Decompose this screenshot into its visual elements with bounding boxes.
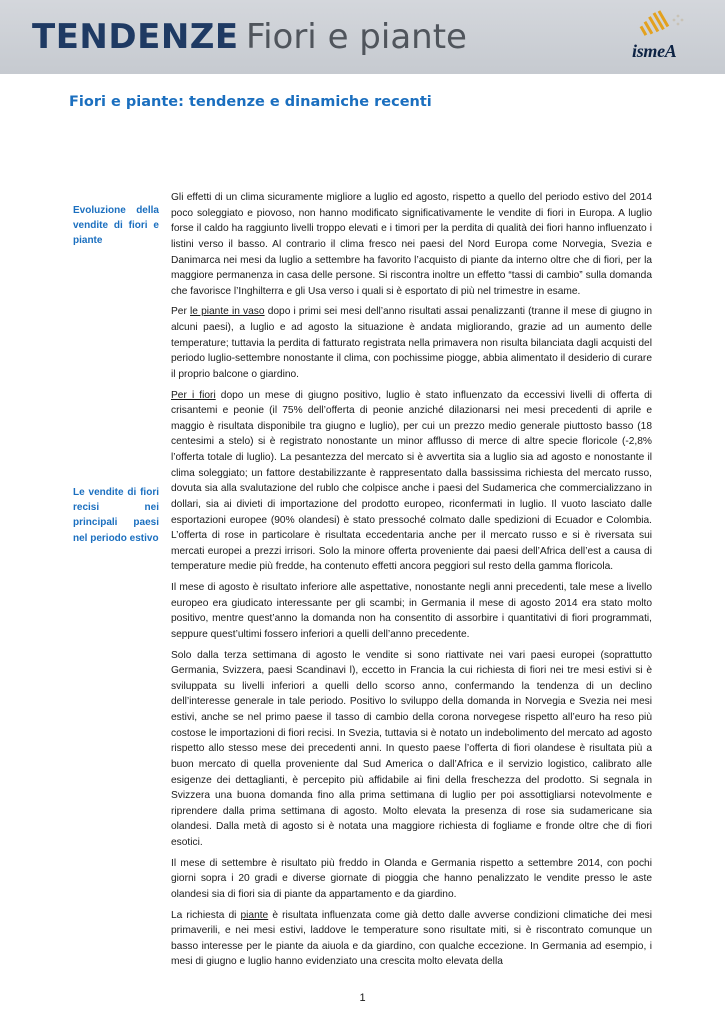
sidenote-sales-evolution: Evoluzione della vendite di fiori e piante (73, 205, 159, 247)
paragraph: Il mese di settembre è risultato più freddo in Olanda e Germania rispetto a settembre 2014, con pochi giorni sopra i 20 gradi e diverse giornate di pioggia che hanno penalizzato le vendite presso le aste olandesi sia di fiori sia di piante da appartamento e da giardino. (171, 857, 652, 900)
sidenote-cut-flowers-sales: Le vendite di fiori recisi nei principali paesi nel periodo estivo (73, 487, 159, 544)
paragraph: Solo dalla terza settimana di agosto le vendite si sono riattivate nei vari paesi europei (soprattutto Germania, Svizzera, paesi Scandinavi l), eccetto in Francia la cui richiesta di fiori nei tre mesi estivi si è sviluppata su livelli inferiori a quelli dello scorso anno, confermando la tendenza di un declino dell’interesse generale in tale periodo. Positivo lo sviluppo della domanda in Norvegia e Svezia nei mesi estivi, anche se nel primo paese il tasso di cambio della corona norvegese rispetto all’euro ha reso più costose le importazioni di fiori recisi. In Svezia, tuttavia si è notato un indebolimento del mercato ad agosto rispetto allo stesso mese dei precedenti anni. In questo paese l’offerta di fiori olandese è risultata più a buon mercato di quella proveniente dal Sud America o dall’Africa e il servizio logistico, calibrato alle esigenze dei dettaglianti, è percepito più affidabile ai fini della freschezza del prodotto. Si segnala in Svizzera una buona domanda fino alla prima settimana di luglio per poi assottigliarsi notevolmente e riprendere dalla prima settimana di agosto. Molto elevata la presenza di rose sia sudamericane sia olandesi. Dalla metà di agosto si è notata una maggiore richiesta di fogliame e fronde oltre che di fiori esotici. (171, 649, 652, 848)
page-title: Fiori e piante: tendenze e dinamiche recenti (69, 94, 432, 110)
article-body (171, 190, 652, 970)
paragraph: Per i fiori dopo un mese di giugno positivo, luglio è stato influenzato da eccessivi livelli di offerta di crisantemi e peonie (il 75% dell’offerta di peonie anziché dilazionarsi nei mesi precedenti di aprile e maggio è risultata disponibile tra giugno e luglio), per cui un prezzo medio generale piuttosto basso (18 centesimi a stelo) si è registrato nonostante un minor afflusso di merce di altre specie floricole (-2,8% l’offerta totale di luglio). La pesantezza del mercato si è avvertita sia a luglio sia ad agosto e nonostante il clima soleggiato; un fattore destabilizzante è rappresentato dalla bassissima richiesta del mercato russo, dovuta sia alla svalutazione del rublo che colpisce anche i paesi del Sudamerica che commercializzano in dollari, sia ai divieti di importazione del prodotto europeo, riconfermati in luglio. Il vuoto lasciato dalle esportazioni europee (90% olandesi) è stato pressoché colmato dalle spedizioni di Ecuador e Colombia. L’offerta di rose in particolare è risultata eccedentaria anche per il mercato russo e si è riversata sui mercati europei a prezzi irrisori. Solo la minore offerta proveniente dai paesi dell’Africa dell’est a causa di temperature medie più fredde, ha contenuto effetti ancora peggiori sul resto della gamma floricola. (171, 389, 652, 573)
logo-mark-icon (628, 6, 706, 46)
header-title-light: Fiori e piante (246, 17, 467, 57)
header-title-bold: TENDENZE (32, 17, 239, 57)
underlined-term: piante (240, 909, 269, 921)
page-number: 1 (359, 992, 366, 1004)
paragraph: Gli effetti di un clima sicuramente migliore a luglio ed agosto, rispetto a quello del periodo estivo del 2014 poco soleggiato e piovoso, non hanno modificato significativamente le vendite di fiori in Europa. A luglio forse il caldo ha raggiunto livelli troppo elevati e i timori per la perdita di qualità dei fiori hanno influenzato i listini verso il basso. Al contrario il clima fresco nei paesi del Nord Europa come Norvegia, Svezia e Danimarca nei mesi da luglio a settembre ha favorito l’acquisto di piante da interno oltre che di fiori, per la maggiore permanenza in casa delle persone. Si riscontra inoltre un effetto “tassi di cambio” sulla domanda che favorisce l’Inghilterra e gli Usa verso i quali si è esportato di più nel trimestre in esame. (171, 192, 652, 297)
header-banner (0, 0, 725, 74)
logo-text: ismeA (632, 41, 677, 61)
underlined-term: le piante in vaso (190, 306, 265, 318)
ismea-logo (628, 6, 706, 66)
paragraph: Il mese di agosto è risultato inferiore alle aspettative, nonostante negli anni precedenti, tale mese a livello europeo era giudicato interessante per gli scambi; in Germania il mese di agosto 2014 era stato molto positivo, mentre quest’anno la domanda non ha consentito di assorbire i quantitativi di fiori programmati, seppure quest’ultimi fossero inferiori a quelli dell’anno precedente. (171, 582, 652, 640)
paragraph: Per le piante in vaso dopo i primi sei mesi dell’anno risultati assai penalizzanti (tranne il mese di giugno in alcuni paesi), a luglio e ad agosto la situazione è andata migliorando, grazie ad un aumento delle temperature; tuttavia la perdita di fatturato registrata nella primavera non risulta bilanciata dagli acquisti del periodo luglio-settembre nonostante il clima, con pochissime piogge, abbia alimentato il desiderio di curare il proprio balcone o giardino. (171, 306, 652, 380)
paragraph: La richiesta di piante è risultata influenzata come già detto dalle avverse condizioni climatiche dei mesi primaverili, e nei mesi estivi, laddove le temperature sono risultate miti, si è riscontrato comunque un basso interesse per le piante da aiuola e da giardino, con qualche eccezione. In Germania ad esempio, i mesi di giugno e luglio hanno evidenziato una crescita molto elevata della (171, 909, 652, 968)
underlined-term: Per i fiori (171, 389, 216, 401)
